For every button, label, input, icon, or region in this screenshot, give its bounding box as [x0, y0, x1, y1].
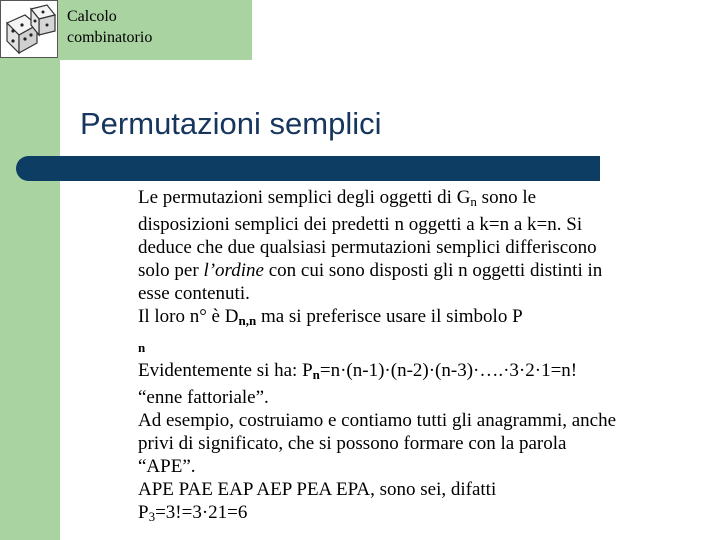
slide-title: Permutazioni semplici — [80, 106, 382, 141]
title-underline-bar — [16, 156, 600, 181]
paragraph-definition — [138, 186, 618, 305]
text-span: con cui sono disposti gli n oggetti distinti in esse contenuti. — [138, 260, 603, 304]
header-title-line1: Calcolo — [67, 8, 117, 25]
paragraph-anagrams: APE PAE EAP AEP PEA EPA, sono sei, difatti — [138, 479, 497, 500]
paragraph-count — [138, 305, 618, 359]
subscript: n — [470, 194, 477, 209]
text-span: P — [138, 502, 149, 523]
paragraph-factorial — [138, 359, 618, 409]
text-span: Evidentemente si ha: P — [138, 360, 313, 381]
text-span: ma si preferisce usare il simbolo P — [256, 306, 523, 327]
text-span: Il loro n° è D — [138, 306, 239, 327]
subscript: n,n — [238, 313, 257, 328]
subscript: n — [138, 340, 146, 355]
subscript: n — [312, 367, 320, 382]
subscript: 3 — [148, 509, 156, 524]
left-decor-band — [0, 0, 60, 540]
italic-term: l’ordine — [203, 260, 264, 281]
header-title-line2: combinatorio — [67, 29, 153, 46]
paragraph-example: Ad esempio, costruiamo e contiamo tutti gli anagrammi, anche privi di significato, che si possono formare con la parola “APE”. — [138, 410, 617, 477]
text-span: Le permutazioni semplici degli oggetti di G — [138, 187, 471, 208]
dice-icon — [0, 0, 58, 58]
header-title — [67, 6, 247, 48]
slide-body — [138, 186, 618, 528]
text-span: sono le disposizioni semplici dei predetti n oggetti a k=n a k=n. Si deduce che due qualsiasi permutazioni semplici differiscono solo per — [138, 187, 597, 281]
text-span: =3!=3·21=6 — [155, 502, 248, 523]
paragraph-result — [138, 501, 618, 528]
text-span: =n·(n-1)·(n-2)·(n-3)·….·3·2·1=n! “enne fattoriale”. — [138, 360, 578, 408]
